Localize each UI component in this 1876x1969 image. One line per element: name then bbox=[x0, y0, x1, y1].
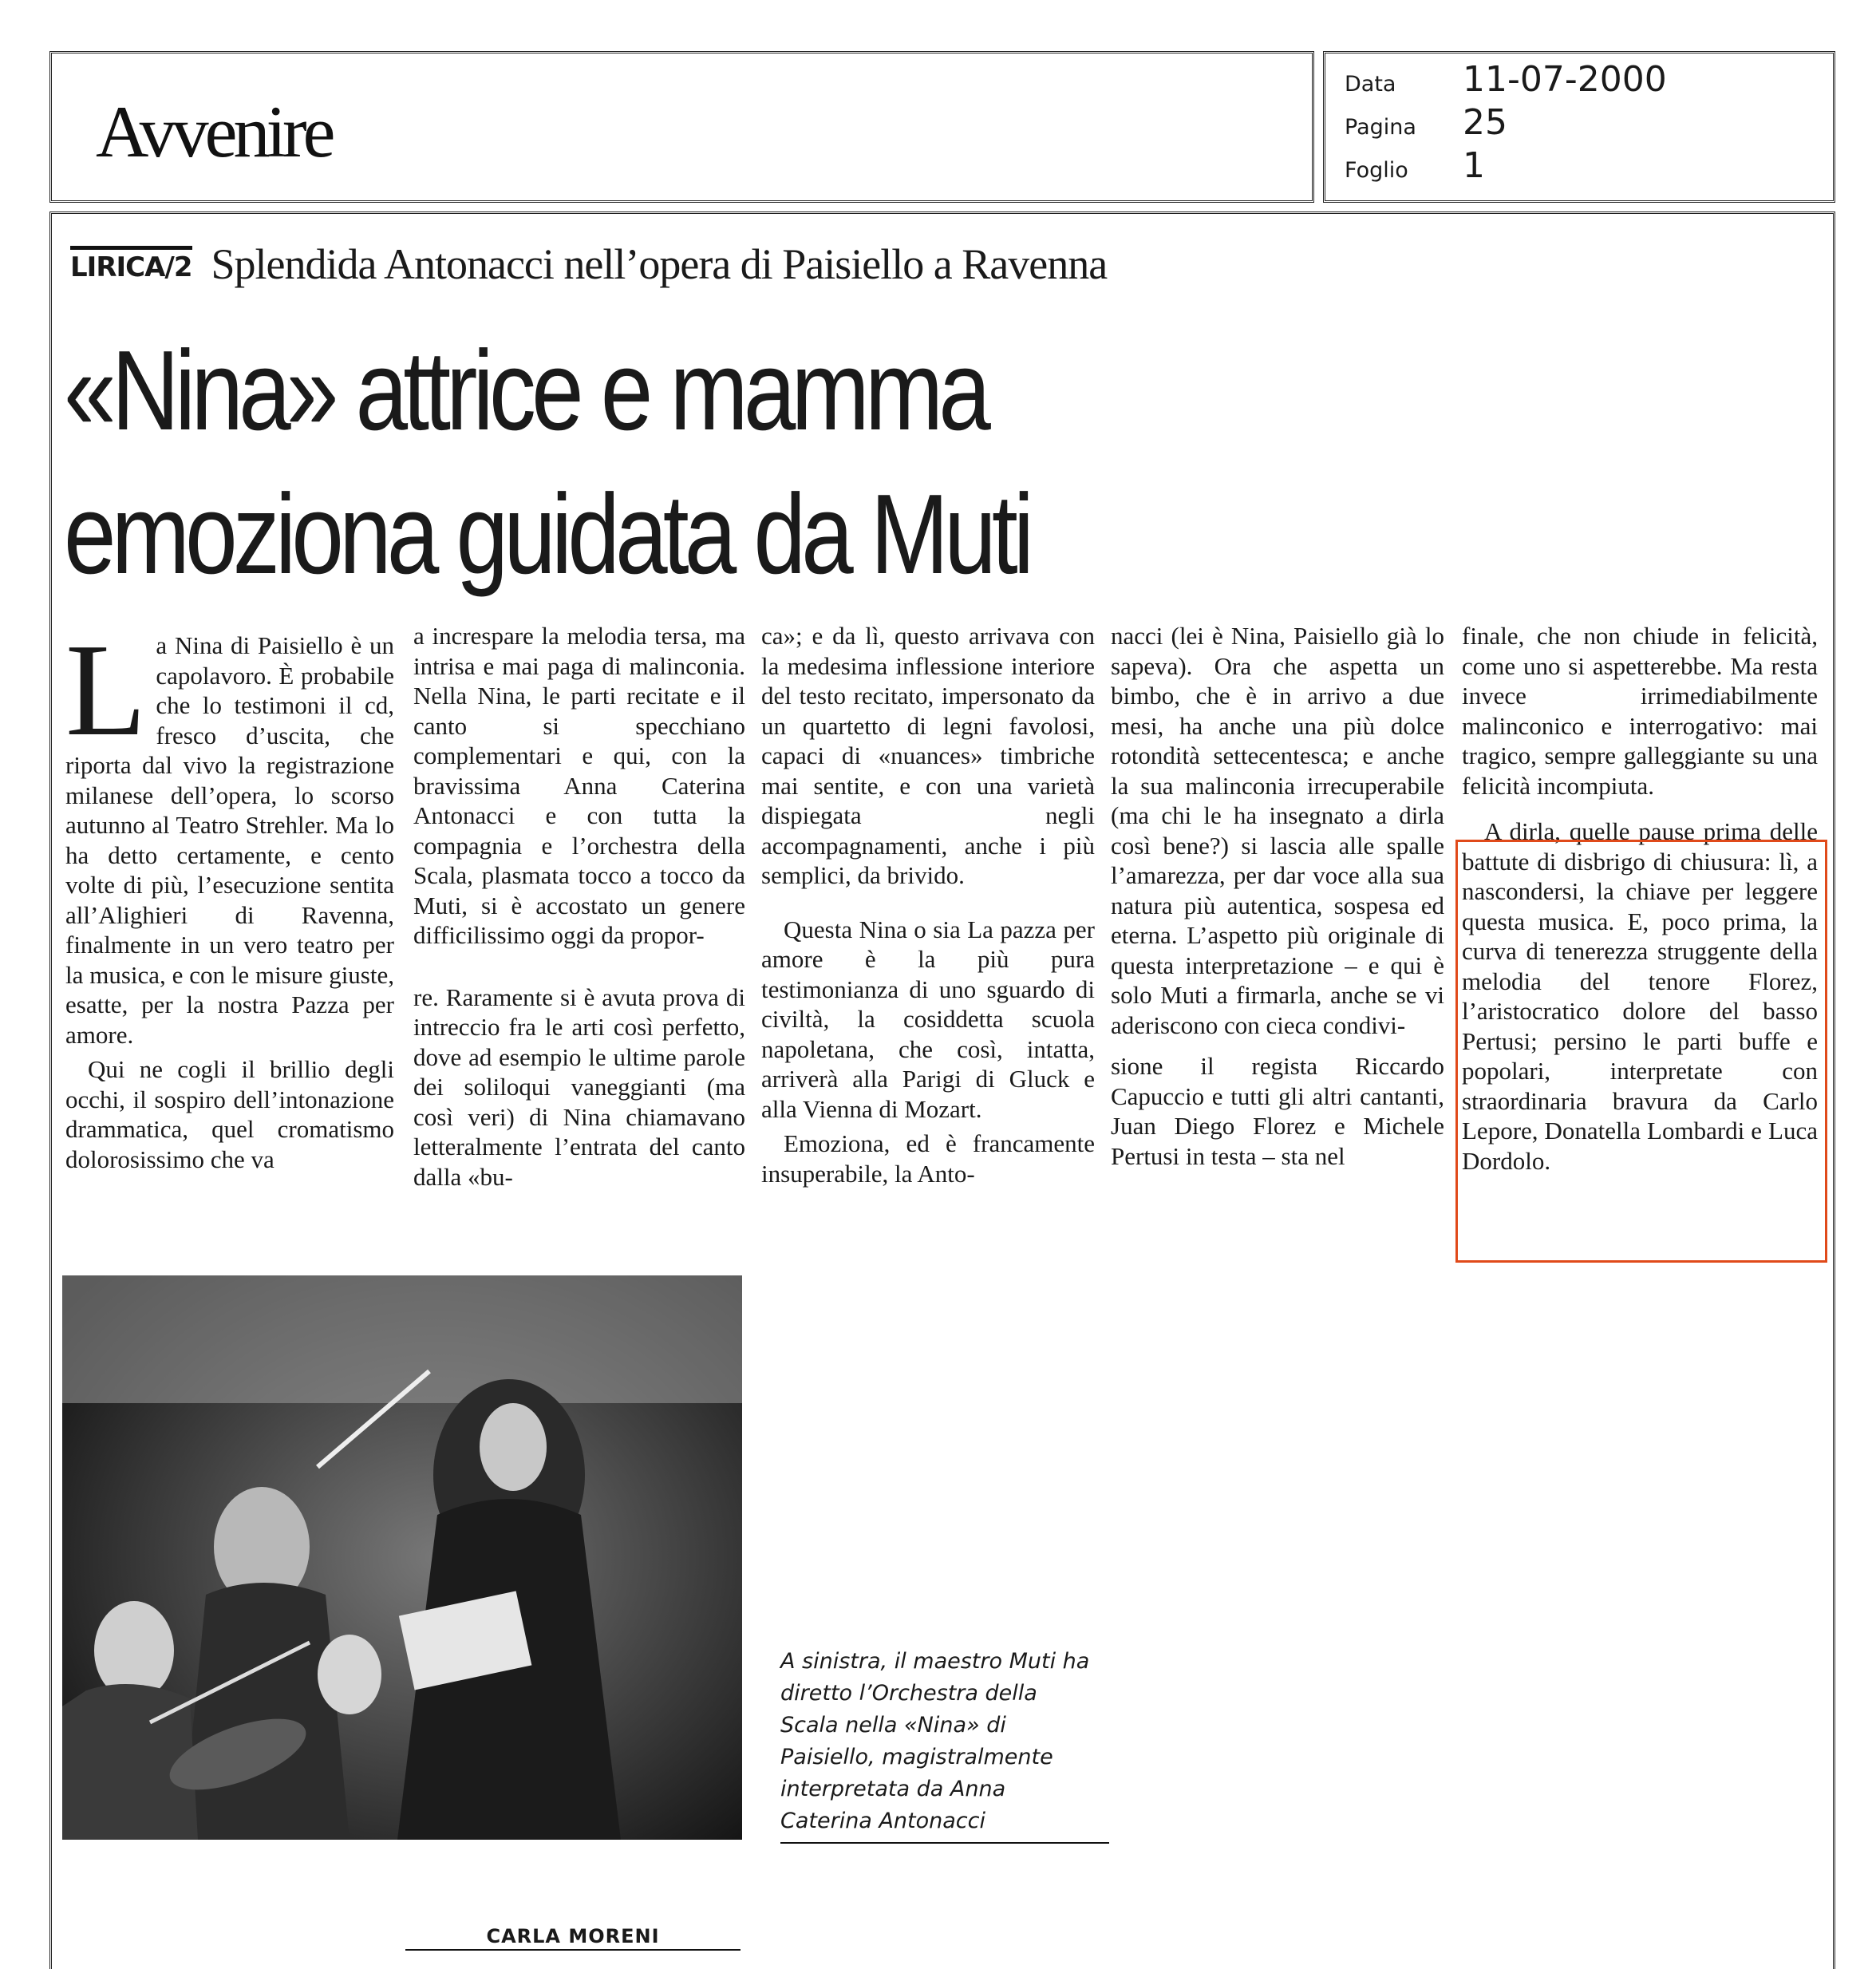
concert-photo bbox=[62, 1275, 742, 1840]
photo-caption: A sinistra, il maestro Muti ha diretto l’Orchestra della Scala nella «Nina» di Paisiello, magistralmente interpretata da Anna Caterina Antonacci bbox=[780, 1649, 1090, 1833]
kicker bbox=[70, 239, 1107, 289]
headline bbox=[64, 319, 1029, 607]
article-column-2 bbox=[413, 621, 745, 1192]
paragraph: A dirla, quelle pause prima delle battute di disbrigo di chiusura: lì, a nascondersi, la chiave per leggere questa musica. E, poco prima, la curva di tenerezza struggente della melodia del tenore Florez, l’aristocratico dolore del basso Pertusi; persino le parti buffe e popolari, interpretate con straordinaria bravura da Carlo Lepore, Donatella Lombardi e Luca Dordolo. bbox=[1462, 817, 1818, 1175]
paragraph: a increspare la melodia tersa, ma intrisa e mai paga di malinconia. Nella Nina, le parti recitate e il canto si specchiano complementari e qui, con la bravissima Anna Caterina Antonacci e con tutta la compagnia e l’orchestra della Scala, plasmata tocco a tocco da Muti, si è accostato un genere difficilissimo oggi da propor- bbox=[413, 622, 745, 949]
meta-row-foglio bbox=[1345, 145, 1485, 186]
meta-row-data bbox=[1345, 59, 1667, 100]
pagina-value: 25 bbox=[1463, 102, 1507, 143]
headline-line-2: emoziona guidata da Muti bbox=[64, 471, 1030, 598]
photo-illustration bbox=[62, 1275, 742, 1840]
paragraph: nacci (lei è Nina, Paisiello già lo sapeva). Ora che aspetta un bimbo, che è in arrivo a due mesi, ha anche una più dolce rotondità settecentesca; e anche la sua malinconia irrecuperabile (ma chi le ha insegnato a dirla così bene?) si lascia alle spalle l’amarezza, per dar voce alla sua natura più autentica, sospesa ed eterna. L’aspetto più originale di questa interpretazione – e qui è solo Muti a firmarla, anche se vi aderiscono con cieca condivi- bbox=[1111, 622, 1444, 1039]
meta-row-pagina bbox=[1345, 102, 1507, 143]
data-label: Data bbox=[1345, 72, 1396, 97]
paragraph: finale, che non chiude in felicità, come uno si aspetterebbe. Ma resta invece irrimediabilmente malinconico e interrogativo: mai tragico, sempre galleggiante su una felicità incompiuta. bbox=[1462, 622, 1818, 800]
foglio-label: Foglio bbox=[1345, 158, 1408, 183]
pagina-label: Pagina bbox=[1345, 115, 1416, 140]
newspaper-logo: Avvenire bbox=[96, 91, 332, 172]
section-tag: LIRICA/2 bbox=[70, 246, 192, 283]
headline-line-1: «Nina» attrice e mamma bbox=[64, 327, 987, 454]
foglio-value: 1 bbox=[1463, 145, 1485, 186]
article-column-3 bbox=[761, 621, 1095, 1188]
byline: CARLA MORENI bbox=[486, 1925, 660, 1947]
paragraph: Questa Nina o sia La pazza per amore è la più pura testimonianza di uno sguardo di civiltà, la cosiddetta scuola napoletana, che così, intatta, arriverà alla Parigi di Gluck e alla Vienna di Mozart. bbox=[761, 915, 1095, 1123]
highlight-box bbox=[1455, 840, 1827, 1263]
drop-cap: L bbox=[65, 616, 147, 763]
paragraph: Emoziona, ed è francamente insuperabile, la Anto- bbox=[761, 1129, 1095, 1188]
paragraph: sione il regista Riccardo Capuccio e tutti gli altri cantanti, Juan Diego Florez e Michele Pertusi in testa – sta nel bbox=[1111, 1052, 1444, 1170]
article-column-4 bbox=[1111, 621, 1444, 1171]
paragraph bbox=[65, 616, 394, 1050]
kicker-text: Splendida Antonacci nell’opera di Paisiello a Ravenna bbox=[211, 240, 1108, 288]
caption-rule bbox=[780, 1842, 1109, 1844]
paragraph: ca»; e da lì, questo arrivava con la medesima inflessione interiore del testo recitato, impersonato da un quartetto di legni favolosi, capaci di «nuances» timbriche mai sentite, e con una varietà dispiegata negli accompagnamenti, anche i più semplici, da brivido. bbox=[761, 622, 1095, 889]
article-column-1 bbox=[65, 616, 394, 1174]
paragraph: re. Raramente si è avuta prova di intreccio fra le arti così perfetto, dove ad esempio le ultime parole dei soliloqui vaneggianti (ma così veri) di Nina chiamavano letteralmente l’entrata del canto dalla «bu- bbox=[413, 983, 745, 1191]
byline-rule bbox=[405, 1949, 741, 1951]
data-value: 11-07-2000 bbox=[1463, 59, 1667, 100]
paragraph-text: a Nina di Paisiello è un capolavoro. È probabile che lo testimoni il cd, fresco d’uscita, che riporta dal vivo la registrazione milanese dell’opera, lo scorso autunno al Teatro Strehler. Ma lo ha detto certamente, e cento volte di più, l’esecuzione sentita all’Alighieri di Ravenna, finalmente in un vero teatro per la musica, e con le misure giuste, esatte, per la nostra Pazza per amore. bbox=[65, 631, 394, 1049]
paragraph: Qui ne cogli il brillio degli occhi, il sospiro dell’intonazione drammatica, quel cromatismo dolorosissimo che va bbox=[65, 1055, 394, 1173]
